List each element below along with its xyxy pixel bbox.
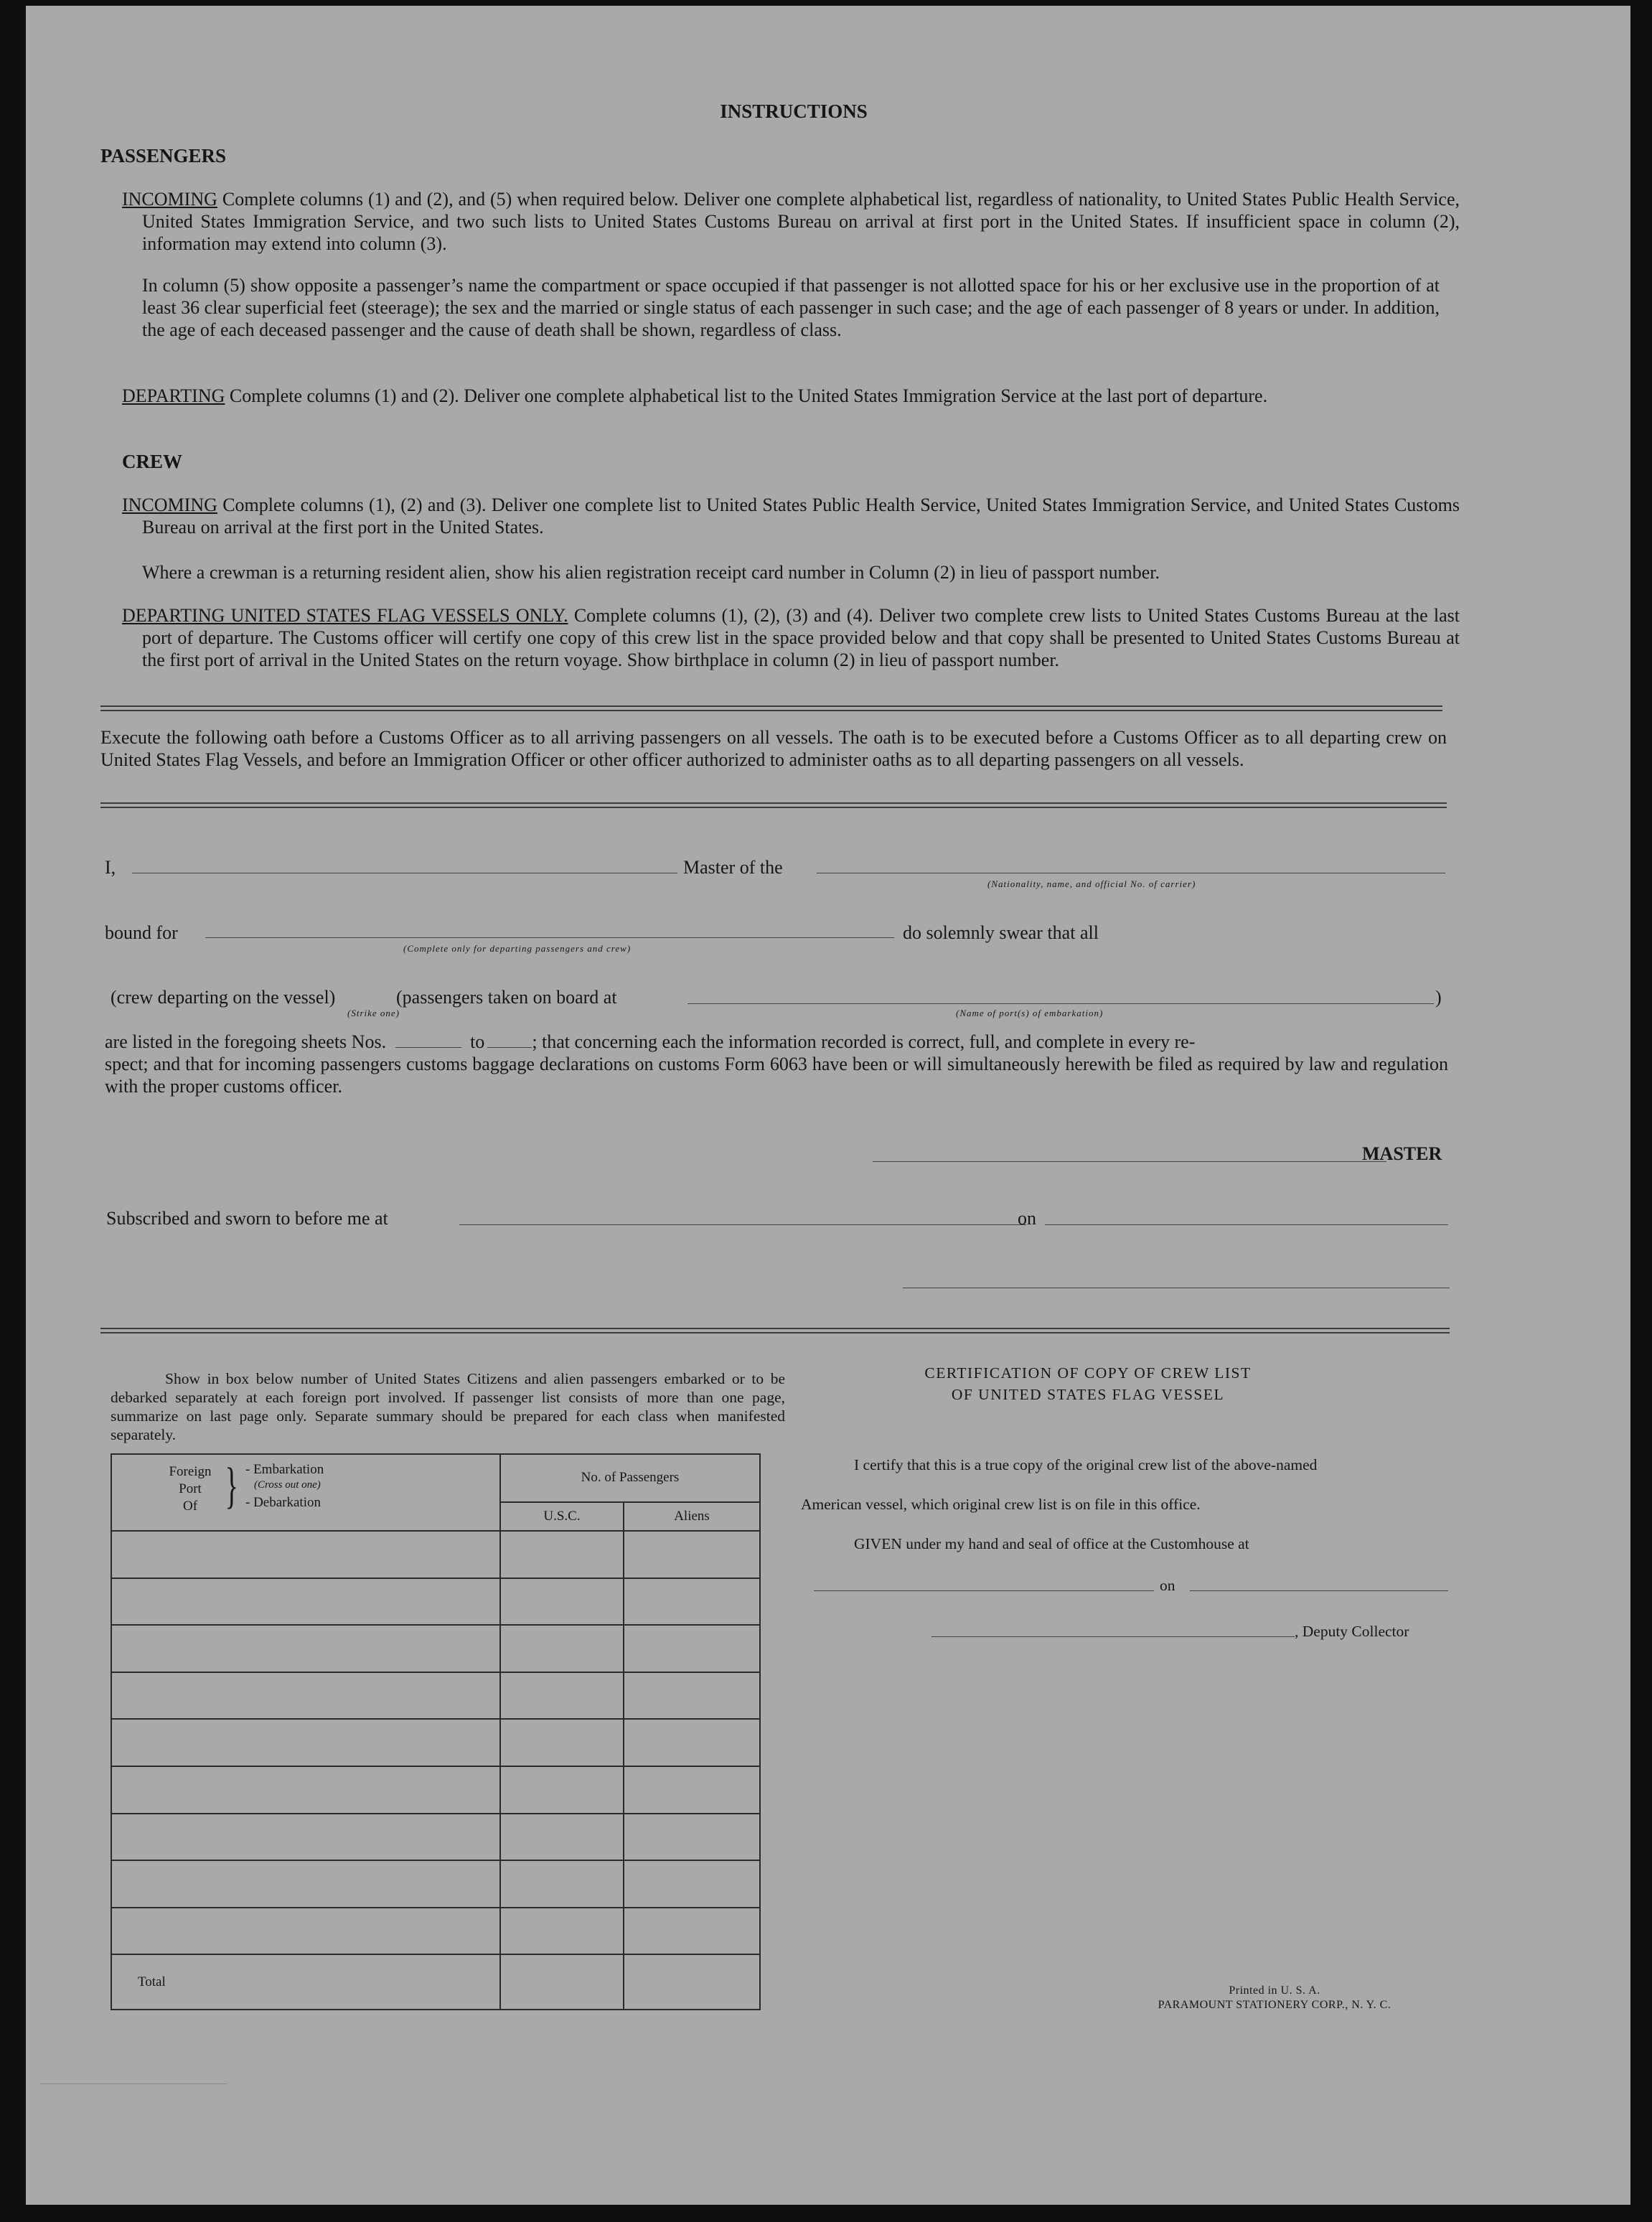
crewman-paragraph: Where a crewman is a returning resident alien, show his alien registration receipt card number in Column (2) in lieu of passport number. [142,562,1160,583]
instructions-title: INSTRUCTIONS [720,100,868,122]
oath-intro: Execute the following oath before a Customs Officer as to all arriving passengers on all vessels. The oath is to be executed before a Customs Officer as to all departing crew on United States Flag Vessels, and before an Immigration Officer or other officer authorized to administer oaths as to all departing passengers on all vessels. [100,727,1447,770]
usc-cell[interactable] [500,1625,624,1672]
usc-cell[interactable] [500,1814,624,1861]
oath-passengers-taken-label[interactable]: (passengers taken on board at [396,987,617,1008]
printer-line2: PARAMOUNT STATIONERY CORP., N. Y. C. [1158,1999,1391,2011]
port-cell[interactable] [111,1766,500,1814]
oath-master-of-label: Master of the [683,857,783,878]
no-of-passengers-header: No. of Passengers [500,1454,760,1502]
certification-date-line[interactable] [1190,1590,1448,1591]
usc-cell[interactable] [500,1860,624,1908]
usc-cell[interactable] [500,1908,624,1955]
aliens-cell[interactable] [624,1766,760,1814]
total-label: Total [138,1974,166,1989]
oath-close-paren: ) [1435,987,1442,1008]
double-rule-bottom [100,1328,1450,1333]
column5-paragraph: In column (5) show opposite a passenger’s name the compartment or space occupied if that passenger is not allotted space for his or her exclusive use in the proportion of at least 36 clear superficial feet (steerage); the sex and the married or single status of each passenger in such case; and the age of each passenger of 8 years or under. In addition, the age of each deceased passenger and the cause of death shall be shown, regardless of class. [142,275,1440,340]
deputy-collector-label: , Deputy Collector [1295,1623,1409,1640]
passengers-departing-label: DEPARTING [122,385,225,406]
bottom-scan-mark [40,2083,227,2084]
aliens-cell[interactable] [624,1860,760,1908]
passenger-summary-table [111,1453,761,2010]
port-cell[interactable] [111,1814,500,1861]
crew-incoming-paragraph [122,494,1460,538]
aliens-cell[interactable] [624,1719,760,1766]
oath-swear-label: do solemnly swear that all [903,922,1099,943]
port-cell[interactable] [111,1860,500,1908]
oath-bound-for-label: bound for [105,922,178,943]
aliens-cell[interactable] [624,1578,760,1626]
aliens-cell[interactable] [624,1908,760,1955]
printer-line1: Printed in U. S. A. [1229,1984,1320,1997]
passengers-departing-text: Complete columns (1) and (2). Deliver one complete alphabetical list to the United States Immigration Service at the last port of departure. [225,385,1268,406]
sheet-from-blank[interactable] [395,1033,461,1048]
passengers-departing-paragraph [122,385,1460,407]
port-word: Port [179,1481,202,1496]
debarkation-option[interactable]: - Debarkation [245,1495,321,1510]
bound-for-line[interactable] [205,937,894,938]
foreign-word: Foreign [169,1464,212,1479]
certify-line2: American vessel, which original crew list is on file in this office. [801,1496,1201,1513]
aliens-cell[interactable] [624,1672,760,1720]
embarkation-option[interactable]: - Embarkation [245,1462,324,1477]
printer-imprint [1102,1984,1447,2012]
usc-header: U.S.C. [500,1502,624,1531]
crew-departing-paragraph [122,604,1460,671]
port-cell[interactable] [111,1625,500,1672]
summary-instructions: Show in box below number of United States Citizens and alien passengers embarked or to be debarked separately at each foreign port involved. If passenger list consists of more than one page, summarize on last page only. Separate summary should be prepared for each class when manifested separately. [111,1370,785,1443]
usc-cell[interactable] [500,1719,624,1766]
listed-to-label: to [470,1031,485,1052]
port-cell[interactable] [111,1531,500,1578]
port-cell[interactable] [111,1672,500,1720]
double-rule-oath [100,802,1447,808]
usc-cell[interactable] [500,1578,624,1626]
sheet-to-blank[interactable] [487,1033,532,1048]
master-label: MASTER [1362,1143,1442,1164]
carrier-caption: (Nationality, name, and official No. of carrier) [987,878,1196,889]
usc-cell[interactable] [500,1766,624,1814]
passengers-incoming-label: INCOMING [122,189,217,210]
master-signature-line[interactable] [873,1161,1386,1162]
certify-line1: I certify that this is a true copy of the original crew list of the above-named [854,1456,1318,1473]
port-cell[interactable] [111,1908,500,1955]
passengers-incoming-paragraph [122,188,1460,255]
certification-title-line2: OF UNITED STATES FLAG VESSEL [951,1386,1225,1403]
passengers-incoming-text: Complete columns (1) and (2), and (5) when required below. Deliver one complete alphabetical list, regardless of nationality, to United States Public Health Service, United States Immigration Service, and two such lists to United States Customs Bureau on arrival at first port in the United States. If insufficient space in column (2), information may extend into column (3). [142,189,1460,254]
listed-suffix: ; that concerning each the information recorded is correct, full, and complete in every re- [532,1031,1196,1052]
crew-departing-label: DEPARTING UNITED STATES FLAG VESSELS ONLY. [122,605,568,626]
total-label-cell [111,1954,500,2010]
customhouse-line[interactable] [814,1590,1154,1591]
certification-on-label: on [1160,1577,1175,1594]
subscribed-label: Subscribed and sworn to before me at [106,1208,388,1229]
of-word: Of [182,1499,198,1514]
sworn-date-line[interactable] [1045,1224,1448,1225]
aliens-cell[interactable] [624,1625,760,1672]
aliens-total-cell[interactable] [624,1954,760,2010]
usc-cell[interactable] [500,1531,624,1578]
oath-listed-line1 [105,1031,1448,1053]
bound-caption: (Complete only for departing passengers and crew) [403,943,632,954]
foreign-port-of-label [165,1463,215,1515]
aliens-cell[interactable] [624,1814,760,1861]
crew-departing-text: Complete columns (1), (2), (3) and (4). Deliver two complete crew lists to United States Customs Bureau at the last port of departure. The Customs officer will certify one copy of this crew list in the space provided below and that copy shall be presented to United States Customs Bureau at the first port of arrival in the United States on the return voyage. Show birthplace in column (2) in lieu of passport number. [142,605,1460,670]
usc-total-cell[interactable] [500,1954,624,2010]
sworn-on-label: on [1018,1208,1036,1229]
crew-incoming-label: INCOMING [122,494,217,515]
listed-prefix: are listed in the foregoing sheets Nos. [105,1031,387,1052]
form-page [26,6,1630,2205]
usc-cell[interactable] [500,1672,624,1720]
passengers-heading: PASSENGERS [100,145,227,167]
aliens-header: Aliens [624,1502,760,1531]
certification-title-line1: CERTIFICATION OF COPY OF CREW LIST [924,1364,1252,1382]
double-rule-top [100,705,1442,711]
oath-i-label: I, [105,857,116,878]
oath-listed-line2: spect; and that for incoming passengers customs baggage declarations on customs Form 6063 have been or will simultaneously herewith be filed as required by law and regulation with the proper customs officer. [105,1054,1448,1097]
strike-caption: (Strike one) [347,1008,400,1018]
embarkation-ports-line[interactable] [687,1003,1434,1004]
given-line: GIVEN under my hand and seal of office at the Customhouse at [854,1535,1249,1552]
aliens-cell[interactable] [624,1531,760,1578]
sworn-at-line[interactable] [459,1224,1026,1225]
crew-heading: CREW [122,451,183,472]
crew-incoming-text: Complete columns (1), (2) and (3). Deliver one complete list to United States Public Health Service, United States Immigration Service, and United States Customs Bureau on arrival at the first port in the United States. [142,494,1460,538]
certification-title [815,1362,1361,1405]
port-header-cell [111,1454,500,1531]
cross-out-note: (Cross out one) [254,1479,321,1491]
brace-glyph: } [225,1458,239,1514]
ports-caption: (Name of port(s) of embarkation) [956,1008,1104,1018]
oath-crew-departing-label[interactable]: (crew departing on the vessel) [111,987,336,1008]
port-cell[interactable] [111,1719,500,1766]
port-cell[interactable] [111,1578,500,1626]
deputy-collector-line[interactable] [931,1636,1295,1637]
